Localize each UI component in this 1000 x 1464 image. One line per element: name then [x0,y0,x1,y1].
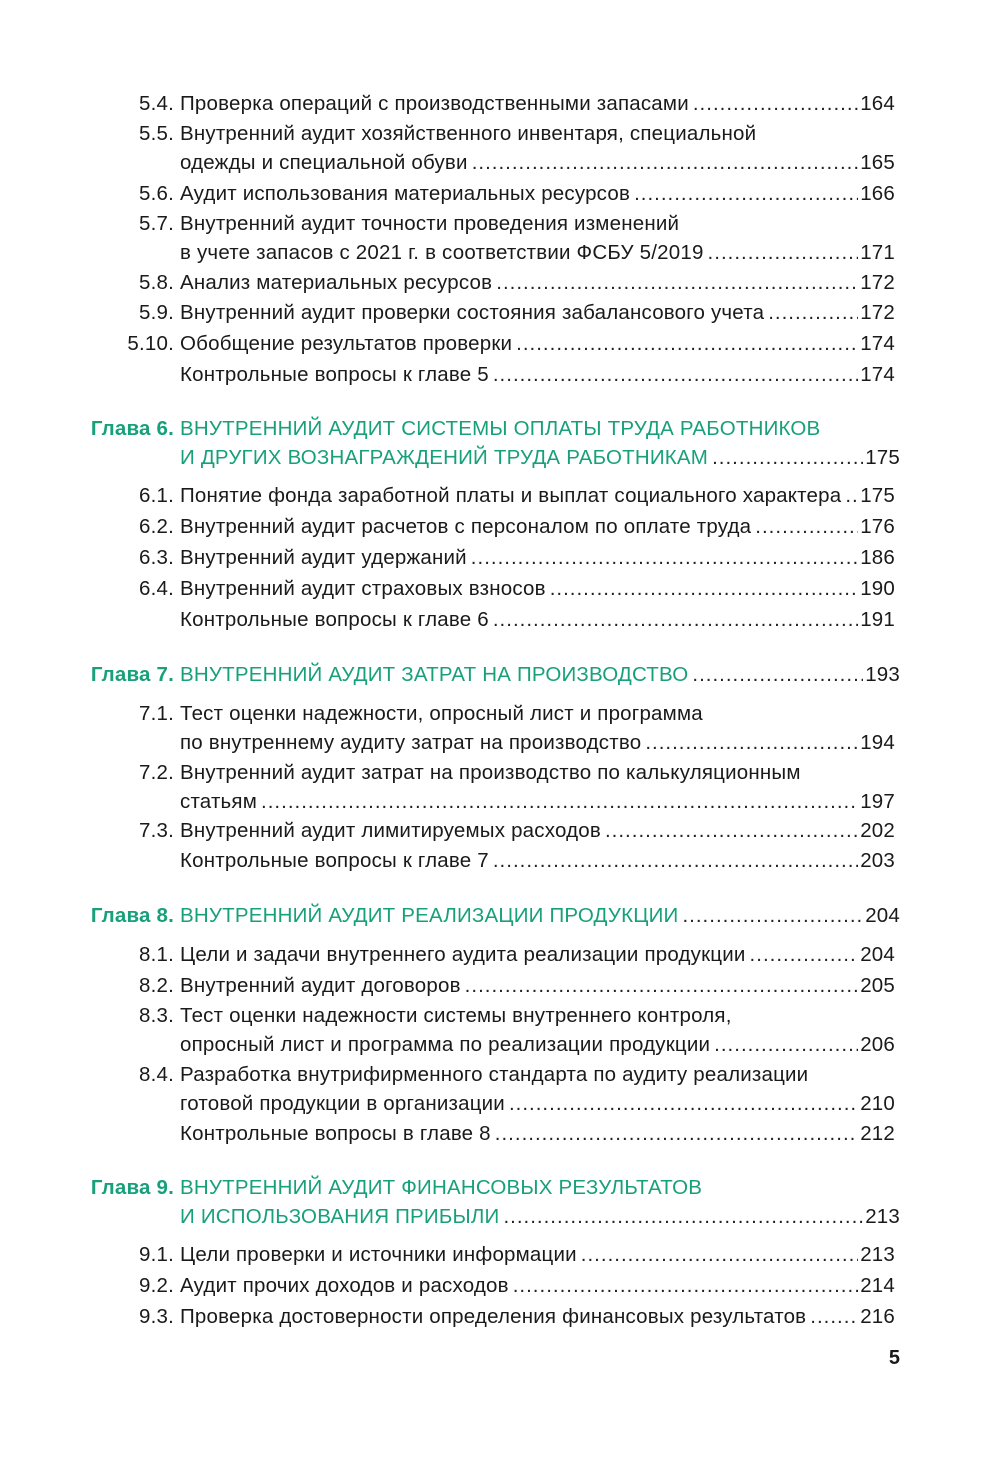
page-reference: 174 [860,332,895,355]
page-reference: 203 [860,849,895,872]
dot-leader [513,1271,858,1301]
page-reference: 190 [860,577,895,600]
section-title: статьям [180,790,258,813]
dot-leader [493,846,858,876]
dot-leader [712,443,863,473]
section-number: 5.7. [139,212,174,235]
dot-leader [714,1030,858,1060]
chapter-entry-line [0,443,1000,473]
page-reference: 214 [860,1274,895,1297]
dot-leader [755,512,858,542]
dot-leader [493,605,858,635]
section-title: Внутренний аудит договоров [180,974,461,997]
chapter-entry-line [0,1202,1000,1232]
toc-entry-line [0,846,1000,876]
dot-leader [472,148,859,178]
chapter-title: ВНУТРЕННИЙ АУДИТ РЕАЛИЗАЦИИ ПРОДУКЦИИ [180,904,679,927]
dot-leader [581,1240,858,1270]
toc-entry-line [0,1271,1000,1301]
section-number: 5.8. [139,271,174,294]
section-title: Тест оценки надежности, опросный лист и программа [180,702,703,725]
toc-entry-line [0,481,1000,511]
toc-entry-line [0,209,1000,239]
dot-leader [645,728,858,758]
section-number: 5.10. [127,332,174,355]
section-number: 6.4. [139,577,174,600]
section-number: 8.4. [139,1063,174,1086]
dot-leader [693,89,858,119]
section-title: Аудит прочих доходов и расходов [180,1274,509,1297]
section-title: Разработка внутрифирменного стандарта по аудиту реализации [180,1063,809,1086]
toc-entry-line [0,238,1000,268]
section-title: Понятие фонда заработной платы и выплат социального характера [180,484,842,507]
page-reference: 166 [860,182,895,205]
section-number: 7.3. [139,819,174,842]
toc-entry-line [0,268,1000,298]
toc-entry-line [0,298,1000,328]
section-number: 8.1. [139,943,174,966]
page-reference: 204 [860,943,895,966]
toc-entry-line [0,512,1000,542]
dot-leader [516,329,858,359]
toc-entry-line [0,1060,1000,1090]
section-title: Анализ материальных ресурсов [180,271,493,294]
page-reference: 204 [865,904,900,927]
chapter-entry-line [0,414,1000,444]
chapter-number: Глава 7. [90,663,174,686]
section-number: 8.3. [139,1004,174,1027]
dot-leader [496,268,858,298]
page-reference: 171 [860,241,895,264]
page-reference: 206 [860,1033,895,1056]
section-title: Внутренний аудит удержаний [180,546,467,569]
toc-entry-line [0,699,1000,729]
section-number: 9.1. [139,1243,174,1266]
section-number: 6.2. [139,515,174,538]
section-title: Контрольные вопросы к главе 7 [180,849,489,872]
section-title: Обобщение результатов проверки [180,332,513,355]
toc-entry-line [0,728,1000,758]
section-title: Контрольные вопросы к главе 5 [180,363,489,386]
chapter-number: Глава 9. [90,1176,174,1199]
dot-leader [471,543,858,573]
section-number: 7.1. [139,702,174,725]
dot-leader [261,787,858,817]
dot-leader [503,1202,863,1232]
page-reference: 165 [860,151,895,174]
toc-entry-line [0,1119,1000,1149]
section-title: Внутренний аудит расчетов с персоналом по оплате труда [180,515,752,538]
section-title: Проверка достоверности определения финансовых результатов [180,1305,807,1328]
page-reference: 176 [860,515,895,538]
section-title: Проверка операций с производственными запасами [180,92,689,115]
toc-entry-line [0,1240,1000,1270]
section-number: 5.9. [139,301,174,324]
toc-entry-line [0,360,1000,390]
page-reference: 216 [860,1305,895,1328]
toc-entry-line [0,119,1000,149]
chapter-number: Глава 8. [90,904,174,927]
page-reference: 191 [860,608,895,631]
page-reference: 213 [865,1205,900,1228]
page-reference: 202 [860,819,895,842]
section-title: Внутренний аудит лимитируемых расходов [180,819,601,842]
dot-leader [682,901,863,931]
toc-entry-line [0,605,1000,635]
chapter-title: И ДРУГИХ ВОЗНАГРАЖДЕНИЙ ТРУДА РАБОТНИКАМ [180,446,709,469]
page-reference: 213 [860,1243,895,1266]
section-title: Цели и задачи внутреннего аудита реализации продукции [180,943,746,966]
toc-entry-line [0,148,1000,178]
page-reference: 212 [860,1122,895,1145]
dot-leader [750,940,859,970]
chapter-number: Глава 6. [90,417,174,440]
page-reference: 172 [860,301,895,324]
dot-leader [605,816,858,846]
section-number: 6.1. [139,484,174,507]
section-title: Внутренний аудит хозяйственного инвентаря, специальной [180,122,757,145]
section-number: 9.3. [139,1305,174,1328]
toc-entry-line [0,940,1000,970]
page-reference: 205 [860,974,895,997]
section-number: 5.5. [139,122,174,145]
section-title: одежды и специальной обуви [180,151,468,174]
section-number: 5.4. [139,92,174,115]
section-title: Внутренний аудит страховых взносов [180,577,546,600]
page-reference: 174 [860,363,895,386]
section-number: 7.2. [139,761,174,784]
dot-leader [708,238,859,268]
section-title: Внутренний аудит затрат на производство по калькуляционным [180,761,801,784]
section-title: Цели проверки и источники информации [180,1243,577,1266]
toc-entry-line [0,1302,1000,1332]
dot-leader [550,574,858,604]
page-reference: 175 [860,484,895,507]
section-title: по внутреннему аудиту затрат на производство [180,731,642,754]
chapter-entry-line [0,901,1000,931]
toc-entry-line [0,329,1000,359]
section-title: Контрольные вопросы в главе 8 [180,1122,491,1145]
page-reference: 186 [860,546,895,569]
toc-entry-line [0,574,1000,604]
dot-leader [495,1119,858,1149]
section-title: в учете запасов с 2021 г. в соответствии ФСБУ 5/2019 [180,241,704,264]
section-title: Внутренний аудит проверки состояния забалансового учета [180,301,765,324]
section-title: готовой продукции в организации [180,1092,505,1115]
chapter-entry-line [0,660,1000,690]
page-reference: 197 [860,790,895,813]
chapter-entry-line [0,1173,1000,1203]
page-reference: 210 [860,1092,895,1115]
toc-entry-line [0,89,1000,119]
section-title: Внутренний аудит точности проведения изменений [180,212,680,235]
toc-entry-line [0,1001,1000,1031]
dot-leader [845,481,858,511]
page-reference: 193 [865,663,900,686]
dot-leader [465,971,859,1001]
toc-entry-line [0,1089,1000,1119]
dot-leader [692,660,863,690]
dot-leader [810,1302,858,1332]
toc-entry-line [0,971,1000,1001]
toc-entry-line [0,787,1000,817]
section-title: Аудит использования материальных ресурсов [180,182,631,205]
page-reference: 164 [860,92,895,115]
toc-entry-line [0,1030,1000,1060]
page-number: 5 [888,1347,900,1369]
section-number: 8.2. [139,974,174,997]
section-title: Тест оценки надежности системы внутреннего контроля, [180,1004,732,1027]
chapter-title: И ИСПОЛЬЗОВАНИЯ ПРИБЫЛИ [180,1205,500,1228]
chapter-title: ВНУТРЕННИЙ АУДИТ СИСТЕМЫ ОПЛАТЫ ТРУДА РАБОТНИКОВ [180,417,821,440]
page-reference: 194 [860,731,895,754]
dot-leader [768,298,858,328]
section-number: 6.3. [139,546,174,569]
section-title: Контрольные вопросы к главе 6 [180,608,489,631]
toc-entry-line [0,543,1000,573]
chapter-title: ВНУТРЕННИЙ АУДИТ ЗАТРАТ НА ПРОИЗВОДСТВО [180,663,689,686]
section-number: 9.2. [139,1274,174,1297]
chapter-title: ВНУТРЕННИЙ АУДИТ ФИНАНСОВЫХ РЕЗУЛЬТАТОВ [180,1176,703,1199]
toc-entry-line [0,179,1000,209]
page-reference: 172 [860,271,895,294]
section-number: 5.6. [139,182,174,205]
dot-leader [509,1089,858,1119]
section-title: опросный лист и программа по реализации продукции [180,1033,711,1056]
toc-entry-line [0,758,1000,788]
toc-entry-line [0,816,1000,846]
page-reference: 175 [865,446,900,469]
dot-leader [493,360,858,390]
dot-leader [634,179,858,209]
